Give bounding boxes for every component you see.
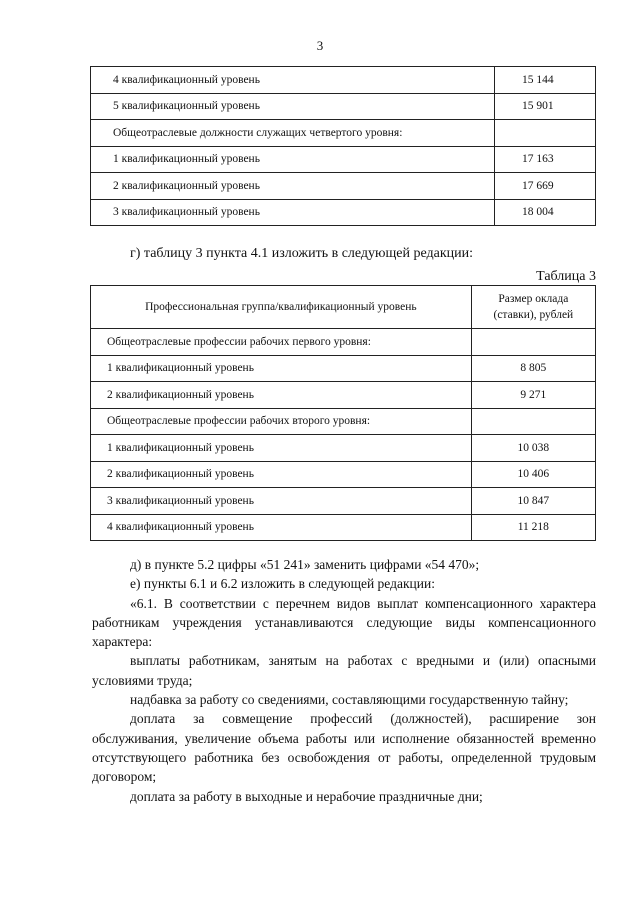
header-salary-line2: (ставки), рублей bbox=[493, 309, 574, 321]
paragraph-e: е) пункты 6.1 и 6.2 изложить в следующей редакции: bbox=[130, 576, 435, 592]
row-label: 1 квалификационный уровень bbox=[91, 435, 472, 462]
table-row bbox=[91, 355, 596, 382]
paragraph-d: д) в пункте 5.2 цифры «51 241» заменить цифрами «54 470»; bbox=[130, 557, 480, 572]
row-label: 3 квалификационный уровень bbox=[91, 488, 472, 515]
row-label: 2 квалификационный уровень bbox=[91, 382, 472, 409]
row-value: 18 004 bbox=[494, 199, 595, 226]
table-row bbox=[91, 93, 596, 120]
table-row bbox=[91, 514, 596, 541]
row-label: 1 квалификационный уровень bbox=[91, 355, 472, 382]
row-value: 15 901 bbox=[494, 93, 595, 120]
row-value bbox=[494, 120, 595, 147]
table-header-row bbox=[91, 286, 596, 329]
row-label: 5 квалификационный уровень bbox=[91, 93, 495, 120]
table-3-label: Таблица 3 bbox=[536, 269, 596, 284]
row-value: 17 163 bbox=[494, 146, 595, 173]
row-value: 9 271 bbox=[471, 382, 595, 409]
row-label: 4 квалификационный уровень bbox=[91, 67, 495, 94]
row-value bbox=[471, 329, 595, 356]
table-row bbox=[91, 146, 596, 173]
row-label: Общеотраслевые профессии рабочих второго уровня: bbox=[91, 408, 472, 435]
row-label: 3 квалификационный уровень bbox=[91, 199, 495, 226]
header-group-level: Профессиональная группа/квалификационный уровень bbox=[91, 286, 472, 329]
table-row bbox=[91, 173, 596, 200]
header-salary bbox=[471, 286, 595, 329]
table-row bbox=[91, 120, 596, 147]
header-salary-line1: Размер оклада bbox=[498, 293, 569, 305]
row-label: Общеотраслевые профессии рабочих первого уровня: bbox=[91, 329, 472, 356]
page-number: 3 bbox=[316, 38, 324, 53]
body-text bbox=[92, 555, 596, 806]
paragraph-harmful-conditions: выплаты работникам, занятым на работах с вредными и (или) опасными условиями труда; bbox=[92, 653, 596, 688]
row-value: 10 847 bbox=[471, 488, 595, 515]
paragraph-holidays: доплата за работу в выходные и нерабочие праздничные дни; bbox=[130, 788, 483, 804]
paragraph-state-secret: надбавка за работу со сведениями, составляющими государственную тайну; bbox=[130, 692, 569, 708]
table-row bbox=[91, 488, 596, 515]
paragraph-combination: доплата за совмещение профессий (должностей), расширение зон обслуживания, увеличение объема работы или исполнение обязанностей временно отсутствующего работника без освобождения от работы, определенной трудовым договором; bbox=[92, 711, 596, 785]
row-label: 2 квалификационный уровень bbox=[91, 173, 495, 200]
row-value: 10 038 bbox=[471, 435, 595, 462]
table-row bbox=[91, 382, 596, 409]
row-value: 15 144 bbox=[494, 67, 595, 94]
row-value: 17 669 bbox=[494, 173, 595, 200]
row-value: 11 218 bbox=[471, 514, 595, 541]
instruction-g: г) таблицу 3 пункта 4.1 изложить в следующей редакции: bbox=[130, 246, 474, 261]
table-row bbox=[91, 329, 596, 356]
table-row bbox=[91, 199, 596, 226]
row-label: Общеотраслевые должности служащих четвертого уровня: bbox=[91, 120, 495, 147]
row-value bbox=[471, 408, 595, 435]
row-label: 2 квалификационный уровень bbox=[91, 461, 472, 488]
table-row bbox=[91, 408, 596, 435]
salary-table-continued bbox=[90, 66, 596, 226]
table-row bbox=[91, 461, 596, 488]
row-label: 1 квалификационный уровень bbox=[91, 146, 495, 173]
table-row bbox=[91, 67, 596, 94]
table-3 bbox=[90, 285, 596, 541]
row-label: 4 квалификационный уровень bbox=[91, 514, 472, 541]
row-value: 8 805 bbox=[471, 355, 595, 382]
table-row bbox=[91, 435, 596, 462]
paragraph-6-1: «6.1. В соответствии с перечнем видов выплат компенсационного характера работникам учреждения устанавливаются следующие виды компенсационного характера: bbox=[92, 595, 596, 650]
row-value: 10 406 bbox=[471, 461, 595, 488]
